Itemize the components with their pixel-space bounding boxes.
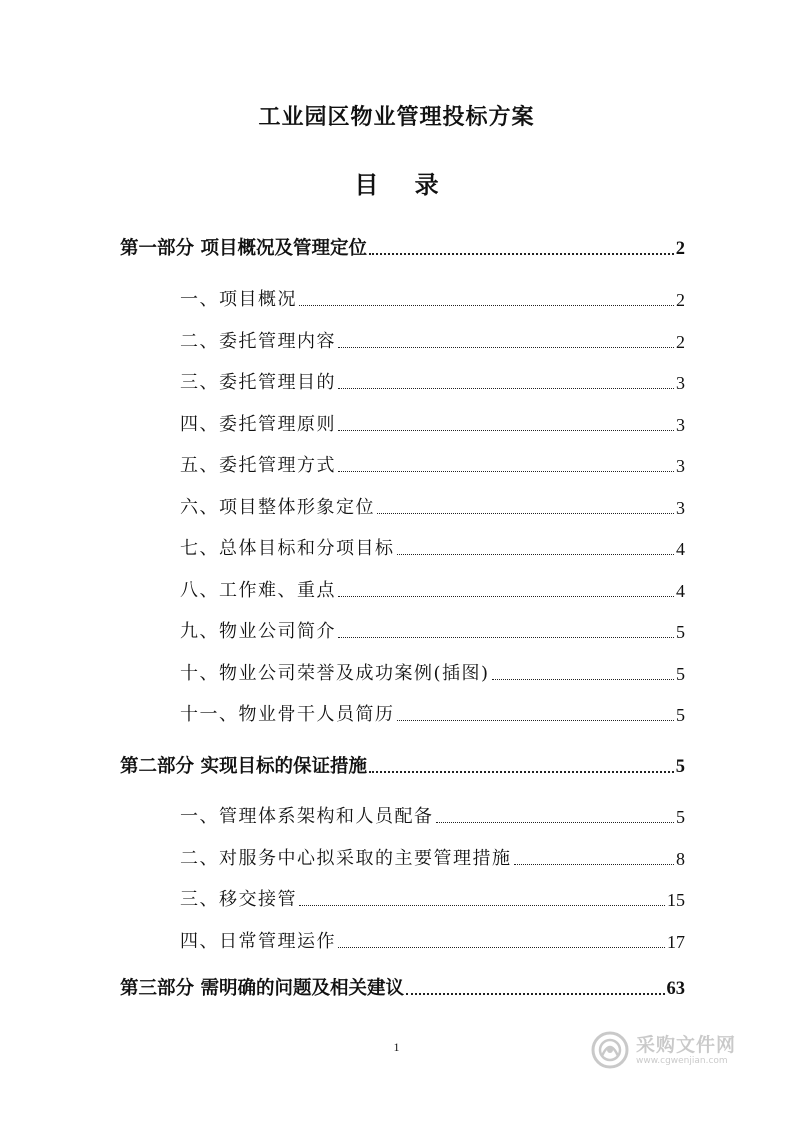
- toc-section-row[interactable]: [120, 236, 685, 262]
- toc-item-label: 八、工作难、重点: [180, 580, 336, 601]
- toc-leader-dots: [514, 864, 675, 865]
- toc-section-page: 2: [675, 239, 685, 259]
- toc-item-row[interactable]: [180, 495, 685, 521]
- toc-item-page: 2: [676, 290, 685, 310]
- toc-section-row[interactable]: [120, 754, 685, 780]
- toc-leader-dots: [369, 771, 674, 773]
- toc-item-row[interactable]: [180, 619, 685, 645]
- toc-item-page: 5: [676, 807, 685, 827]
- toc-item-page: 8: [676, 849, 685, 869]
- toc-item-row[interactable]: [180, 287, 685, 313]
- footer-page-number: 1: [393, 1040, 400, 1054]
- toc-section-page: 5: [675, 757, 685, 777]
- toc-item-page: 3: [676, 373, 685, 393]
- toc-item-page: 15: [667, 890, 685, 910]
- toc-leader-dots: [338, 347, 674, 348]
- watermark-name: 采购文件网: [636, 1033, 737, 1056]
- toc-item-page: 4: [676, 581, 685, 601]
- toc-leader-dots: [338, 947, 665, 948]
- toc-item-label: 四、日常管理运作: [180, 931, 336, 952]
- toc-item-label: 三、移交接管: [180, 889, 297, 910]
- toc-leader-dots: [406, 993, 665, 995]
- toc-item-page: 3: [676, 456, 685, 476]
- toc-item-page: 3: [676, 415, 685, 435]
- toc-section-label: 第一部分 项目概况及管理定位: [120, 238, 367, 259]
- toc-item-row[interactable]: [180, 804, 685, 830]
- toc-leader-dots: [338, 637, 674, 638]
- toc-leader-dots: [397, 720, 675, 721]
- toc-item-row[interactable]: [180, 329, 685, 355]
- toc-leader-dots: [369, 253, 674, 255]
- toc-item-label: 十一、物业骨干人员简历: [180, 704, 395, 725]
- toc-item-label: 四、委托管理原则: [180, 414, 336, 435]
- toc-leader-dots: [338, 430, 674, 431]
- toc-item-row[interactable]: [180, 453, 685, 479]
- toc-leader-dots: [377, 513, 674, 514]
- toc-section-page: 63: [666, 979, 685, 999]
- toc-item-label: 九、物业公司简介: [180, 621, 336, 642]
- toc-leader-dots: [299, 305, 674, 306]
- toc-leader-dots: [338, 596, 674, 597]
- toc-item-row[interactable]: [180, 929, 685, 955]
- toc-leader-dots: [299, 905, 665, 906]
- toc-item-page: 5: [676, 622, 685, 642]
- toc-item-label: 三、委托管理目的: [180, 372, 336, 393]
- toc-heading: 目 录: [354, 170, 453, 199]
- toc-item-label: 六、项目整体形象定位: [180, 497, 375, 518]
- toc-leader-dots: [492, 679, 674, 680]
- toc-item-label: 二、对服务中心拟采取的主要管理措施: [180, 848, 512, 869]
- toc-leader-dots: [338, 388, 674, 389]
- toc-item-label: 七、总体目标和分项目标: [180, 538, 395, 559]
- toc-item-label: 十、物业公司荣誉及成功案例(插图): [180, 663, 490, 684]
- cgwenjian-logo-icon: [590, 1030, 630, 1070]
- toc-leader-dots: [397, 554, 675, 555]
- document-title: 工业园区物业管理投标方案: [258, 104, 535, 130]
- toc-item-row[interactable]: [180, 661, 685, 687]
- toc-section-label: 第二部分 实现目标的保证措施: [120, 756, 367, 777]
- toc-item-page: 2: [676, 332, 685, 352]
- toc-item-row[interactable]: [180, 702, 685, 728]
- toc-item-row[interactable]: [180, 887, 685, 913]
- toc-item-row[interactable]: [180, 370, 685, 396]
- toc-section-label: 第三部分 需明确的问题及相关建议: [120, 978, 404, 999]
- toc-item-row[interactable]: [180, 846, 685, 872]
- toc-section-row[interactable]: [120, 976, 685, 1002]
- toc-item-row[interactable]: [180, 536, 685, 562]
- toc-item-page: 17: [667, 932, 685, 952]
- toc-leader-dots: [436, 822, 675, 823]
- toc-item-label: 二、委托管理内容: [180, 331, 336, 352]
- toc-item-page: 5: [676, 664, 685, 684]
- watermark-url: www.cgwenjian.com: [636, 1055, 728, 1066]
- toc-item-label: 一、项目概况: [180, 289, 297, 310]
- toc-item-row[interactable]: [180, 412, 685, 438]
- toc-item-label: 一、管理体系架构和人员配备: [180, 806, 434, 827]
- watermark: [590, 1028, 760, 1072]
- toc-item-page: 4: [676, 539, 685, 559]
- toc-item-page: 3: [676, 498, 685, 518]
- toc-item-page: 5: [676, 705, 685, 725]
- toc-item-row[interactable]: [180, 578, 685, 604]
- toc-item-label: 五、委托管理方式: [180, 455, 336, 476]
- toc-leader-dots: [338, 471, 674, 472]
